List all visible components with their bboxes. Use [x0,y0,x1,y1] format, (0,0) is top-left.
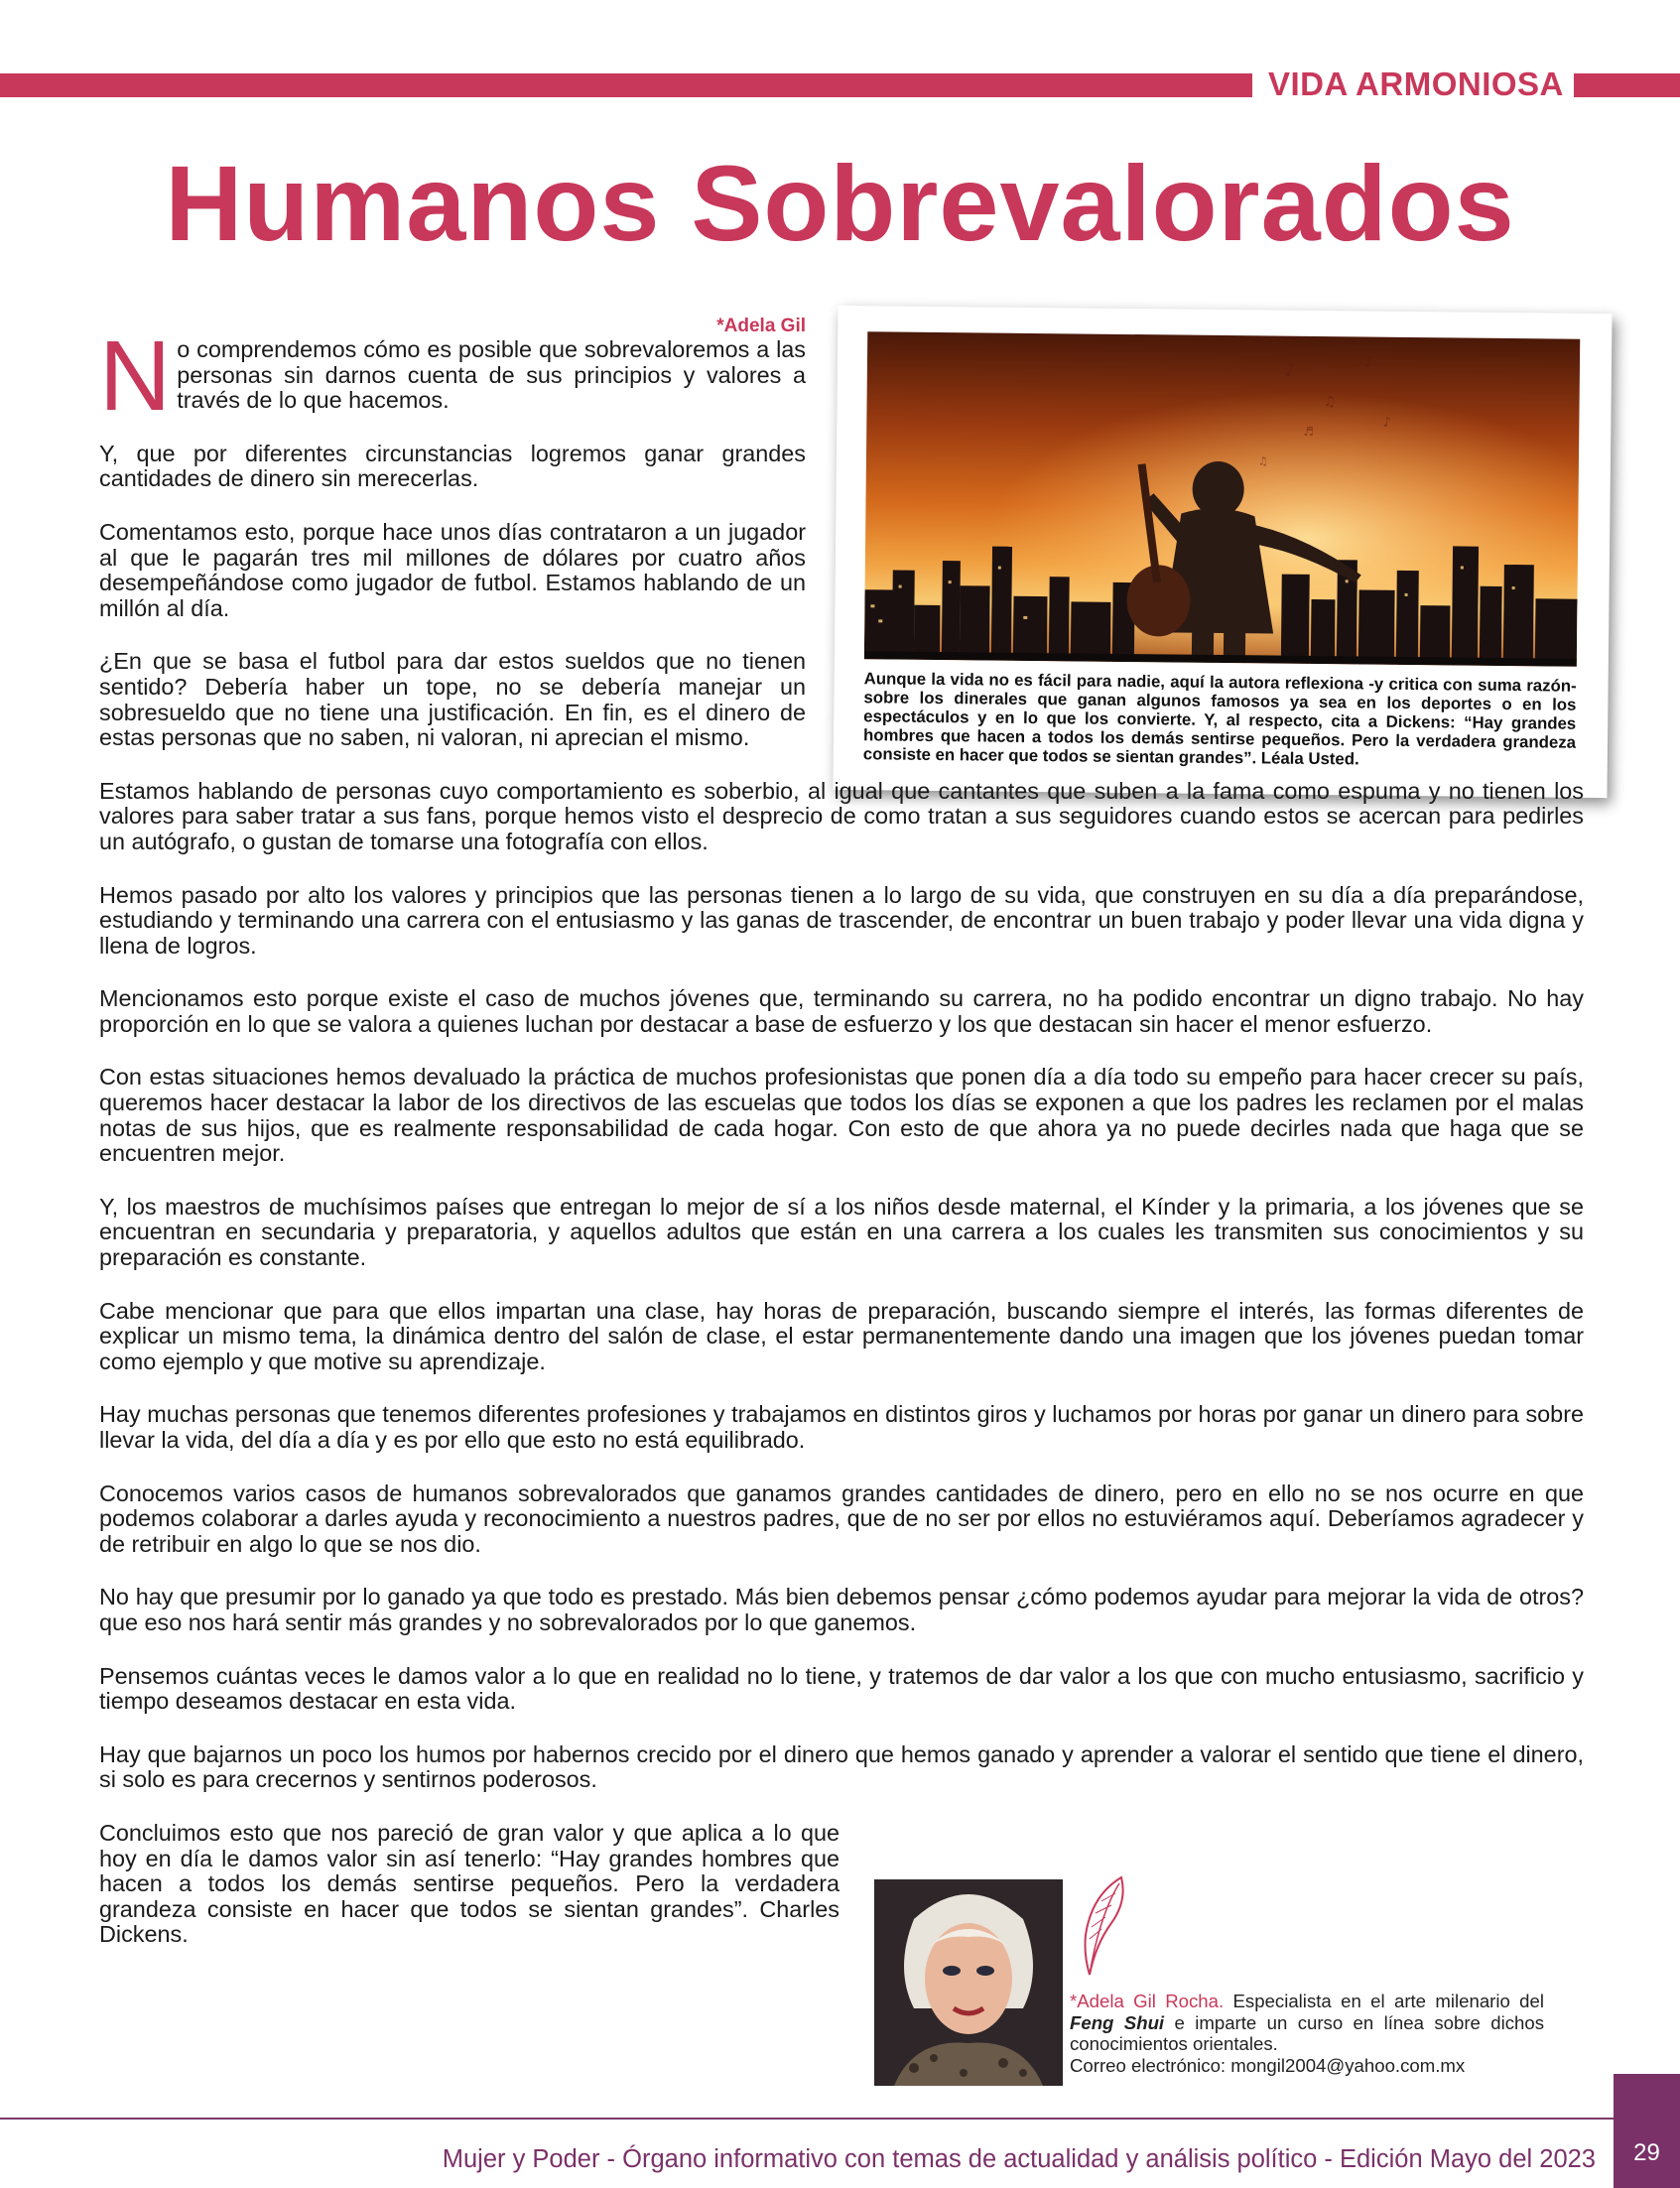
section-label: VIDA ARMONIOSA [1268,65,1564,102]
paragraph-2: Y, que por diferentes circunstancias logremos ganar grandes cantidades de dinero sin merecerlas. [99,440,806,492]
footer-rule [0,2118,1614,2120]
svg-text:♪: ♪ [1362,351,1374,371]
bio-email: Correo electrónico: mongil2004@yahoo.com.mx [1070,2054,1466,2076]
author-byline: *Adela Gil [716,316,806,336]
paragraph-5: Estamos hablando de personas cuyo comportamiento es soberbio, al igual que cantantes que suben a la fama como espuma y no tienen los valores para saber tratar a sus fans, porque hemos visto el desprecio de como tratan a sus seguidores cuando estos se acercan para pedirles un autógrafo, o gustan de tomarse una fotografía con ellos. [99,777,1584,854]
quill-feather-icon [1072,1875,1131,1985]
svg-text:♪: ♪ [1382,415,1391,431]
paragraph-6: Hemos pasado por alto los valores y principios que las personas tienen a lo largo de su vida, que construyen en su día a día preparándose, estudiando y terminando una carrera con el entusiasmo y las ganas de trascender, de encontrar un buen trabajo y poder llevar una vida digna y llena de logros. [99,881,1584,959]
footer-text: Mujer y Poder - Órgano informativo con temas de actualidad y análisis político - Edición Mayo del 2023 [442,2145,1596,2173]
paragraph-9: Y, los maestros de muchísimos países que entregan lo mejor de sí a los niños desde maternal, el Kínder y la primaria, a los jóvenes que se encuentran en secundaria y preparatoria, y aquellos adultos que están en una carrera a los cuales les transmiten sus conocimientos y su preparación es constante. [99,1193,1584,1271]
bio-text-1: Especialista en el arte milenario del [1232,1991,1544,2011]
paragraph-3: Comentamos esto, porque hace unos días contrataron a un jugador al que le pagarán tres mil millones de dólares por cuatro años desempeñándose como jugador de futbol. Estamos hablando de un millón al día. [99,518,806,621]
paragraph-15: Hay que bajarnos un poco los humos por habernos crecido por el dinero que hemos ganado y aprender a valorar el sentido que tiene el dinero, si solo es para crecernos y sentirnos poderosos. [99,1740,1584,1793]
bio-text-2: e imparte un curso en línea sobre dichos conocimientos orientales. [1070,2011,1544,2054]
paragraph-16-quote: Concluimos esto que nos pareció de gran valor y que aplica a lo que hoy en día le damos valor sin así tenerlo: “Hay grandes hombres que hacen a todos los demás sentirse pequeños. Pero la verdadera grandeza consiste en hacer que todos se sientan grandes”. Charles Dickens. [99,1819,840,1948]
drop-cap: N [99,321,172,432]
paragraph-11: Hay muchas personas que tenemos diferentes profesiones y trabajamos en distintos giros y luchamos por horas por ganar un dinero para sobre llevar la vida, del día a día y es por ello que esto no está equilibrado. [99,1401,1584,1453]
paragraph-10: Cabe mencionar que para que ellos impartan una clase, hay horas de preparación, buscando siempre el interés, las formas diferentes de explicar un mismo tema, la dinámica dentro del salón de clase, el estar permanentemente dando una imagen que los jóvenes puedan tomar como ejemplo y que motive su aprendizaje. [99,1297,1584,1374]
author-bio [1070,1991,1544,2076]
paragraph-14: Pensemos cuántas veces le damos valor a lo que en realidad no lo tiene, y tratemos de dar valor a los que con mucho entusiasmo, sacrificio y tiempo deseamos destacar en esta vida. [99,1662,1584,1715]
paragraph-12: Conocemos varios casos de humanos sobrevalorados que ganamos grandes cantidades de dinero, pero en ello no se nos ocurre en que podemos colaborar a darles ayuda y reconocimiento a nuestros padres, que de no ser por ellos no estuviéramos aquí. Deberíamos agradecer y de retribuir en algo lo que se nos dio. [99,1480,1584,1557]
bio-name: *Adela Gil Rocha. [1070,1991,1225,2011]
photo-caption: Aunque la vida no es fácil para nadie, aquí la autora reflexiona -y critica con suma razón- sobre los dinerales que ganan algunos famosos ya sea en los deportes o en los espectáculos y en lo que los convierte. Y, al respecto, cita a Dickens: “Hay grandes hombres que hacen a todos los demás sentirse pequeños. Pero la verdadera grandeza consiste en hacer que todos se sientan grandes”. Léala Usted. [862,669,1577,769]
svg-text:♪: ♪ [1283,359,1296,381]
bio-feng-shui: Feng Shui [1070,2011,1165,2033]
paragraph-4: ¿En que se basa el futbol para dar estos sueldos que no tienen sentido? Debería haber un tope, no se debería manejar un sobresueldo que no tiene una justificación. En fin, es el dinero de estas personas que no saben, ni valoran, ni aprecian el mismo. [99,648,806,751]
page-number: 29 [1633,2139,1660,2166]
paragraph-7: Mencionamos esto porque existe el caso de muchos jóvenes que, terminando su carrera, no ha podido encontrar un digno trabajo. No hay proporción en lo que se valora a quienes luchan por destacar a base de esfuerzo y los que destacan sin hacer el menor esfuerzo. [99,985,1584,1037]
author-portrait [874,1879,1063,2086]
paragraph-8: Con estas situaciones hemos devaluado la práctica de muchos profesionistas que ponen día a día todo su empeño para hacer crecer su país, queremos hacer destacar la labor de los directivos de las escuelas que todos los días se exponen a que los padres les reclamen por el malas notas de sus hijos, que es realmente responsabilidad de cada hogar. Con esto de que ahora ya no puede decirles nada que haga que se encuentren mejor. [99,1064,1584,1167]
svg-text:♬: ♬ [1303,424,1315,439]
svg-text:♫: ♫ [1257,454,1268,468]
header-rule-right [1574,73,1680,97]
header-rule-left [0,73,1252,97]
paragraph-1: No comprendemos cómo es posible que sobrevaloremos a las personas sin darnos cuenta de sus principios y valores a través de lo que hacemos. [99,321,806,432]
paragraph-13: No hay que presumir por lo ganado ya que todo es prestado. Más bien debemos pensar ¿cómo podemos ayudar para mejorar la vida de otros? que eso nos hará sentir más grandes y no sobrevalorados por lo que ganemos. [99,1584,1584,1635]
svg-text:♫: ♫ [1323,394,1337,411]
article-title: Humanos Sobrevalorados [165,143,1515,263]
article-body [99,316,1584,1976]
page-number-box [1614,2074,1680,2188]
